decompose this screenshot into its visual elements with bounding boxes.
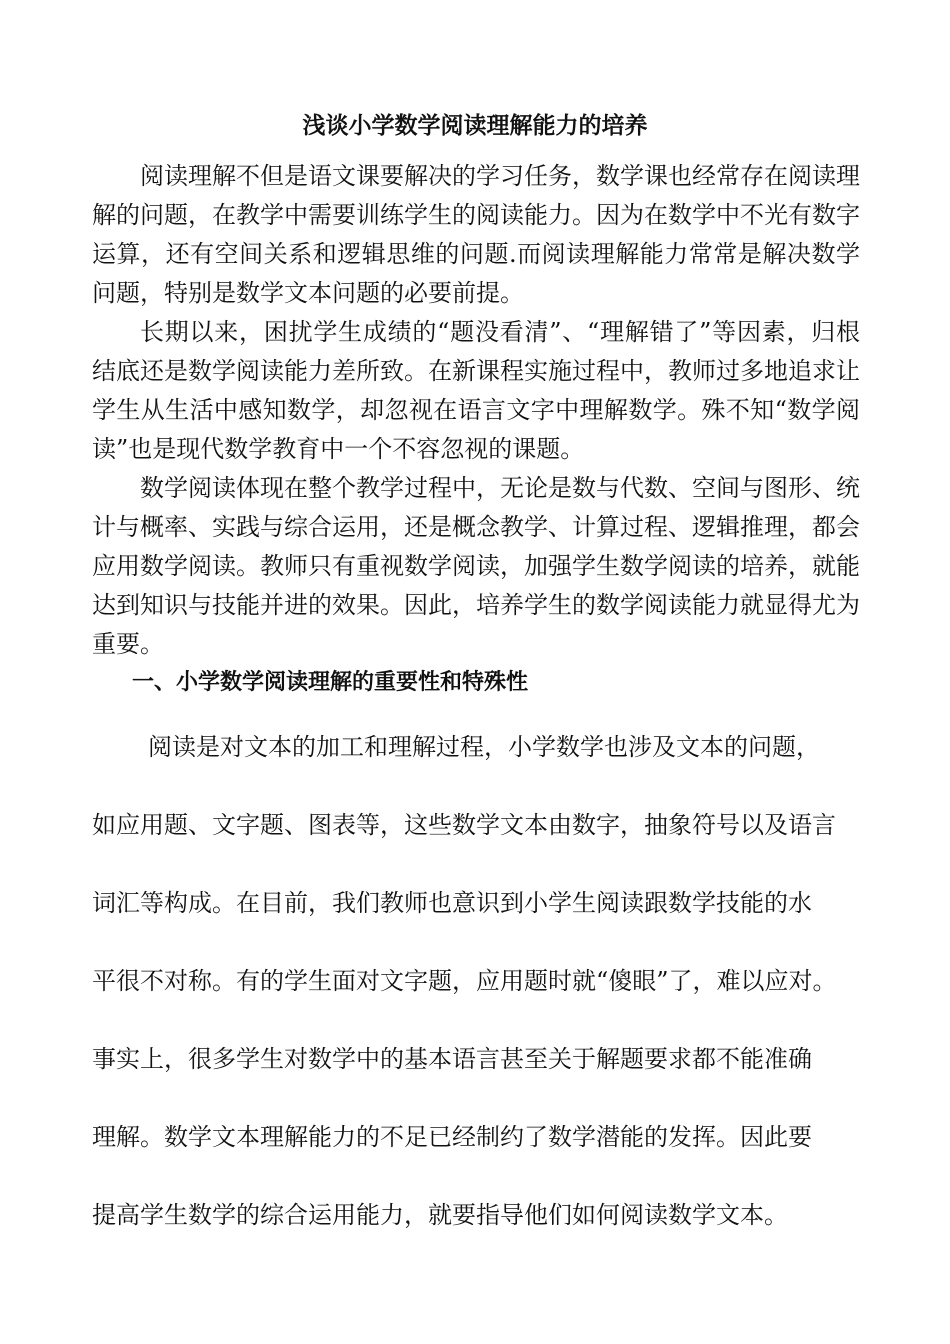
section-body xyxy=(92,727,867,1273)
section-line: 词汇等构成。在目前，我们教师也意识到小学生阅读跟数学技能的水 xyxy=(92,889,812,917)
section-line: 平很不对称。有的学生面对文字题，应用题时就“傻眼”了，难以应对。 xyxy=(92,967,837,995)
paragraph-block-2 xyxy=(92,313,860,469)
body-paragraph: 数学阅读体现在整个教学过程中，无论是数与代数、空间与图形、统计与概率、实践与综合运用，还是概念教学、计算过程、逻辑推理，都会应用数学阅读。教师只有重视数学阅读，加强学生数学阅读的培养，就能达到知识与技能并进的效果。因此，培养学生的数学阅读能力就显得尤为重要。 xyxy=(92,474,860,658)
paragraph-block-3 xyxy=(92,469,860,664)
body-paragraph: 长期以来，困扰学生成绩的“题没看清”、“理解错了”等因素，归根结底还是数学阅读能力差所致。在新课程实施过程中，教师过多地追求让学生从生活中感知数学，却忽视在语言文字中理解数学。殊不知“数学阅读”也是现代数学教育中一个不容忽视的课题。 xyxy=(92,318,860,463)
document-title: 浅谈小学数学阅读理解能力的培养 xyxy=(302,113,648,139)
section-line: 如应用题、文字题、图表等，这些数学文本由数字，抽象符号以及语言 xyxy=(92,811,836,839)
section-line: 事实上，很多学生对数学中的基本语言甚至关于解题要求都不能准确 xyxy=(92,1045,812,1073)
paragraph-block-1 xyxy=(92,157,860,313)
section-heading: 一、小学数学阅读理解的重要性和特殊性 xyxy=(132,670,529,695)
section-line: 提高学生数学的综合运用能力，就要指导他们如何阅读数学文本。 xyxy=(92,1201,788,1229)
body-paragraph: 阅读理解不但是语文课要解决的学习任务，数学课也经常存在阅读理解的问题，在教学中需要训练学生的阅读能力。因为在数学中不光有数字运算，还有空间关系和逻辑思维的问题.而阅读理解能力常常是解决数学问题，特别是数学文本问题的必要前提。 xyxy=(92,162,860,307)
section-line: 阅读是对文本的加工和理解过程，小学数学也涉及文本的问题， xyxy=(148,733,820,761)
section-line: 理解。数学文本理解能力的不足已经制约了数学潜能的发挥。因此要 xyxy=(92,1123,812,1151)
